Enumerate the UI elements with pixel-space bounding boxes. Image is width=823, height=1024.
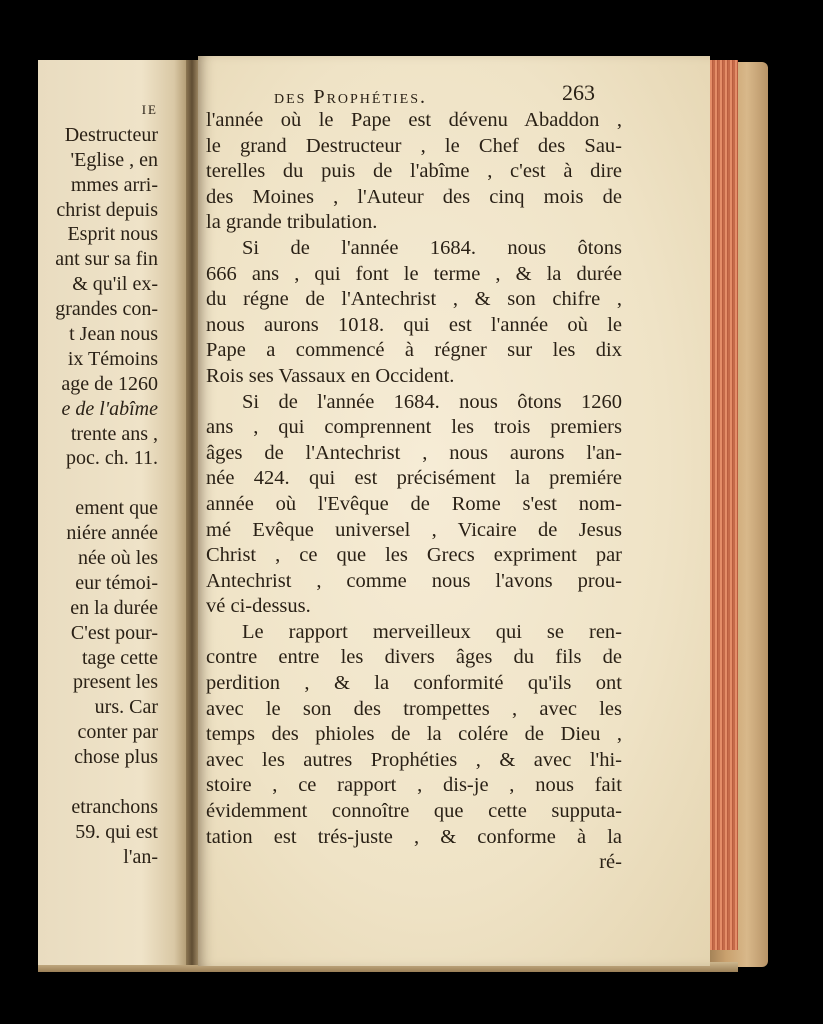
left-page-line: & qu'il ex- (72, 273, 158, 296)
text-line: âges de l'Antechrist , nous aurons l'an- (206, 441, 622, 464)
running-head (274, 86, 604, 109)
left-page-line: conter par (77, 721, 158, 744)
left-page-line: urs. Car (94, 696, 158, 719)
left-page-line: née où les (78, 547, 158, 570)
left-page-line: age de 1260 (61, 372, 158, 395)
text-line: Pape a commencé à régner sur les dix (206, 339, 622, 362)
left-page-line: present les (73, 671, 158, 694)
left-page-line: C'est pour- (70, 621, 158, 644)
text-line: la grande tribulation. (206, 211, 378, 234)
left-page-line: grandes con- (55, 298, 158, 321)
text-line: née 424. qui est précisément la premiére (206, 467, 622, 490)
left-page-line: tage cette (81, 646, 158, 669)
left-page-line: trente ans , (70, 422, 158, 445)
text-line: avec les autres Prophéties , & avec l'hi- (206, 748, 622, 771)
text-line: perdition , & la conformité qu'ils ont (206, 672, 622, 695)
text-line: évidemment connoître que cette supputa- (206, 800, 622, 823)
left-page-line: eur témoi- (75, 571, 158, 594)
left-page-line (55, 770, 158, 795)
text-line: année où l'Evêque de Rome s'est nom- (206, 492, 622, 515)
text-line: tation est trés-juste , & conforme à la (206, 825, 622, 848)
left-page-line: ant sur sa fin (55, 248, 158, 271)
page-body-text (206, 108, 622, 876)
left-page-line: e de l'abîme (61, 397, 158, 420)
left-page-text (38, 60, 186, 965)
left-page-line: etranchons (71, 795, 158, 818)
left-page-line: t Jean nous (69, 323, 158, 346)
left-page-line: chose plus (74, 746, 158, 769)
running-head-title: des Prophéties. (274, 86, 428, 108)
text-line: du régne de l'Antechrist , & son chifre , (206, 288, 622, 311)
text-line: ans , qui comprennent les trois premiers (206, 416, 622, 439)
left-page-line: en la durée (70, 596, 158, 619)
left-page-line: christ depuis (56, 198, 158, 221)
left-page-line: Esprit nous (67, 223, 158, 246)
text-line: stoire , ce rapport , dis-je , nous fait (206, 774, 622, 797)
left-page-line (55, 471, 158, 496)
text-line: nous aurons 1018. qui est l'année où le (206, 313, 622, 336)
page-number: 263 (562, 80, 595, 105)
left-page-line: l'an- (123, 845, 158, 868)
left-page-line: niére année (66, 522, 158, 545)
left-page-line: 'Eglise , en (70, 148, 158, 171)
text-line: mé Evêque universel , Vicaire de Jesus (206, 518, 622, 541)
left-page-line: poc. ch. 11. (65, 447, 158, 470)
text-line: Si de l'année 1684. nous ôtons (242, 236, 622, 259)
text-line: contre entre les divers âges du fils de (206, 646, 622, 669)
text-line: le grand Destructeur , le Chef des Sau- (206, 134, 622, 157)
text-line: l'année où le Pape est dévenu Abaddon , (206, 109, 622, 131)
text-line: temps des phioles de la colére de Dieu , (206, 723, 622, 746)
text-line: terelles du puis de l'abîme , c'est à dire (206, 160, 622, 183)
text-line: 666 ans , qui font le terme , & la durée (206, 262, 622, 285)
text-line: des Moines , l'Auteur des cinq mois de (206, 185, 622, 208)
left-page-line: mmes arri- (70, 173, 158, 196)
text-line: Antechrist , comme nous l'avons prou- (206, 569, 622, 592)
left-page-line: IE (141, 102, 158, 117)
left-page-line: ement que (75, 497, 158, 520)
text-line: Christ , ce que les Grecs expriment par (206, 544, 622, 567)
text-line: Si de l'année 1684. nous ôtons 1260 (242, 390, 622, 413)
left-page-line: 59. qui est (75, 820, 158, 843)
left-page-line: Destructeur (64, 123, 158, 146)
text-line: ré- (599, 851, 622, 874)
text-line: Le rapport merveilleux qui se ren- (242, 620, 622, 643)
text-line: Rois ses Vassaux en Occident. (206, 364, 455, 387)
text-line: vé ci-dessus. (206, 595, 311, 618)
left-page-line: ix Témoins (67, 347, 158, 370)
book-gutter (186, 60, 198, 965)
text-line: avec le son des trompettes , avec les (206, 697, 622, 720)
